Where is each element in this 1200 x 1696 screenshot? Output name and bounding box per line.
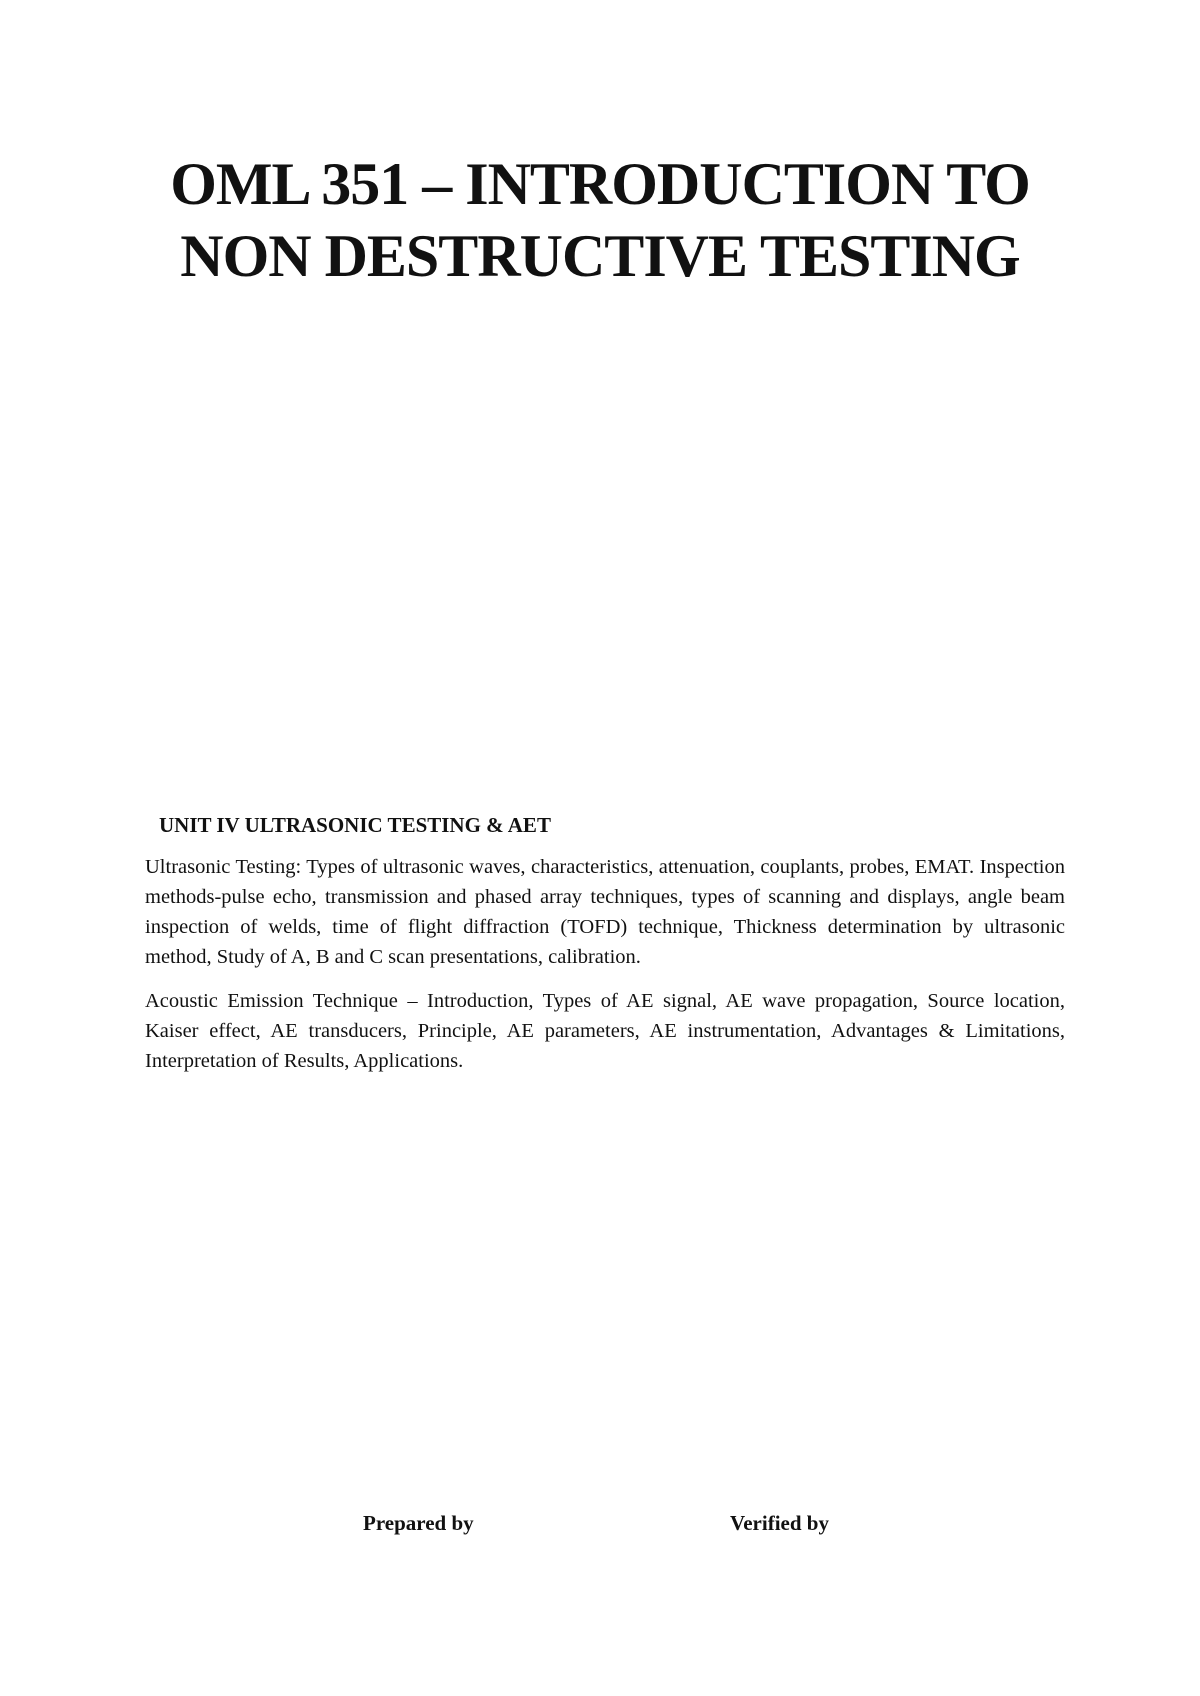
acoustic-emission-paragraph: Acoustic Emission Technique – Introduction, Types of AE signal, AE wave propagation, Source location, Kaiser effect, AE transducers, Principle, AE parameters, AE instrumentation, Advantages & Limitations, Interpretation of Results, Applications.	[145, 990, 1065, 1072]
title-line-1: OML 351 – INTRODUCTION TO	[170, 151, 1030, 217]
title-line-2: NON DESTRUCTIVE TESTING	[180, 223, 1020, 289]
document-title	[100, 148, 1100, 292]
signature-row	[0, 1510, 1200, 1540]
syllabus-section	[145, 812, 1065, 1090]
ultrasonic-testing-paragraph: Ultrasonic Testing: Types of ultrasonic waves, characteristics, attenuation, couplants, probes, EMAT. Inspection methods-pulse echo, transmission and phased array techniques, types of scanning and displays, angle beam inspection of welds, time of flight diffraction (TOFD) technique, Thickness determination by ultrasonic method, Study of A, B and C scan presentations, calibration.	[145, 856, 1065, 968]
prepared-by-label: Prepared by	[363, 1511, 474, 1535]
unit-heading: UNIT IV ULTRASONIC TESTING & AET	[159, 813, 551, 837]
verified-by-label: Verified by	[730, 1511, 829, 1535]
